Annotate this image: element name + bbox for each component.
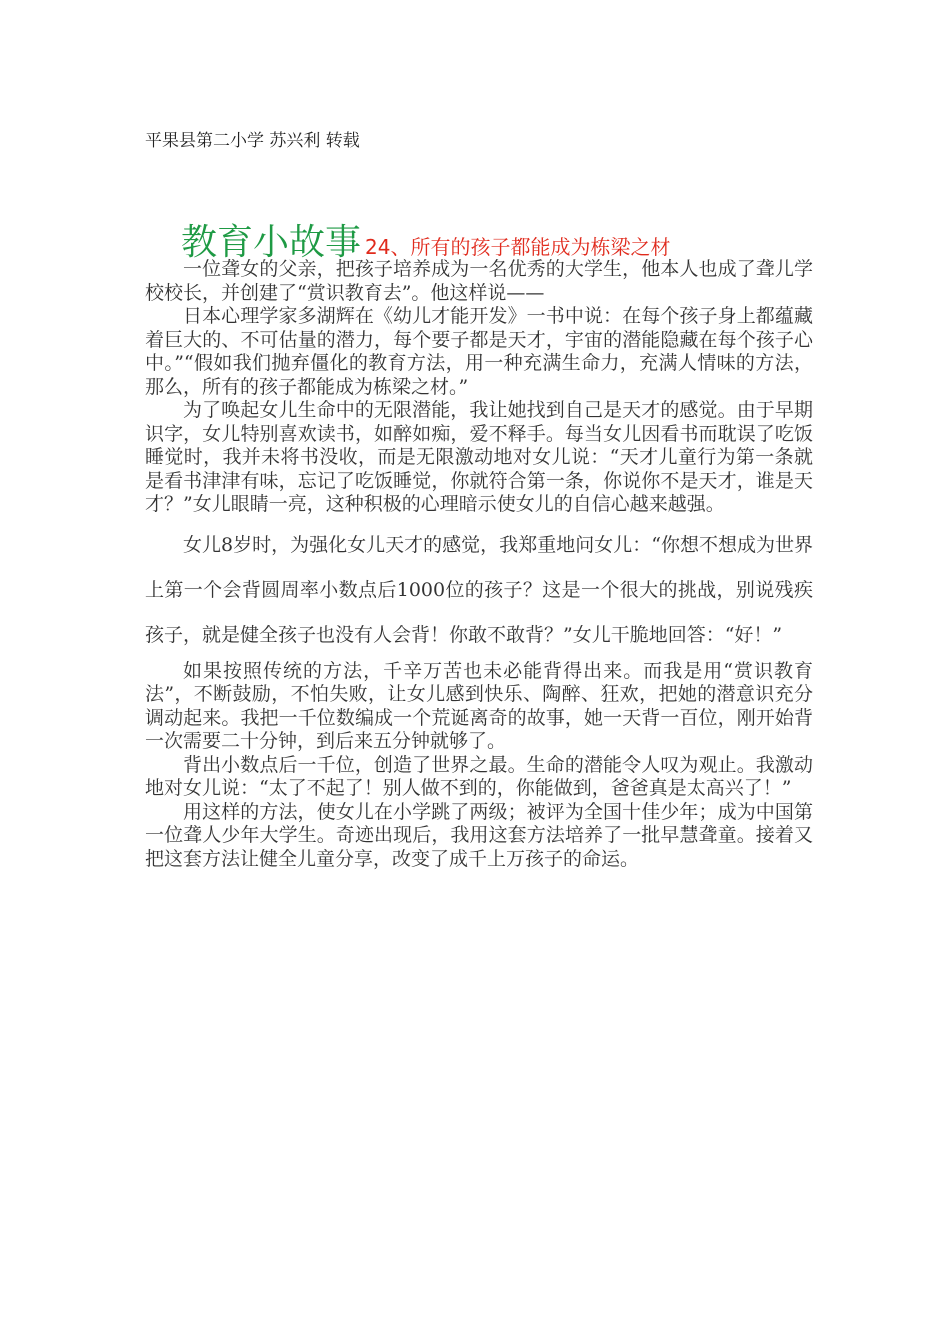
paragraph-5: 如果按照传统的方法，千辛万苦也未必能背得出来。而我是用“赏识教育法”，不断鼓励，不怕失败，让女儿感到快乐、陶醉、狂欢，把她的潜意识充分调动起来。我把一千位数编成一个荒诞离奇的故事，她一天背一百位，刚开始背一次需要二十分钟，到后来五分钟就够了。 — [145, 659, 813, 752]
paragraph-3: 为了唤起女儿生命中的无限潜能，我让她找到自己是天才的感觉。由于早期识字，女儿特别喜欢读书，如醉如痴，爱不释手。每当女儿因看书而耽误了吃饭睡觉时，我并未将书没收，而是无限激动地对女儿说：“天才儿童行为第一条就是看书津津有味，忘记了吃饭睡觉，你就符合第一条，你说你不是天才，谁是天才？”女儿眼睛一亮，这种积极的心理暗示使女儿的自信心越来越强。 — [145, 399, 813, 515]
story-body — [145, 258, 813, 871]
paragraph-4: 女儿8岁时，为强化女儿天才的感觉，我郑重地问女儿：“你想不想成为世界上第一个会背圆周率小数点后1000位的孩子？这是一个很大的挑战，别说残疾孩子，就是健全孩子也没有人会背！你敢不敢背？”女儿干脆地回答：“好！” — [145, 533, 813, 646]
paragraph-7: 用这样的方法，使女儿在小学跳了两级；被评为全国十佳少年；成为中国第一位聋人少年大学生。奇迹出现后，我用这套方法培养了一批早慧聋童。接着又把这套方法让健全儿童分享，改变了成千上万孩子的命运。 — [145, 800, 813, 870]
title-main: 教育小故事 — [181, 222, 362, 263]
paragraph-6: 背出小数点后一千位，创造了世界之最。生命的潜能令人叹为观止。我激动地对女儿说：“太了不起了！别人做不到的，你能做到，爸爸真是太高兴了！” — [145, 753, 813, 799]
paragraph-1: 一位聋女的父亲，把孩子培养成为一名优秀的大学生，他本人也成了聋儿学校校长，并创建了“赏识教育去”。他这样说—— — [145, 258, 813, 304]
byline: 平果县第二小学 苏兴利 转载 — [145, 131, 360, 151]
paragraph-2: 日本心理学家多湖辉在《幼儿才能开发》一书中说：在每个孩子身上都蕴藏着巨大的、不可估量的潜力，每个要子都是天才，宇宙的潜能隐藏在每个孩子心中。”“假如我们抛弃僵化的教育方法，用一种充满生命力，充满人情味的方法，那么，所有的孩子都能成为栋梁之材。” — [145, 305, 813, 398]
title-sub: 24、所有的孩子都能成为栋梁之材 — [365, 235, 671, 259]
